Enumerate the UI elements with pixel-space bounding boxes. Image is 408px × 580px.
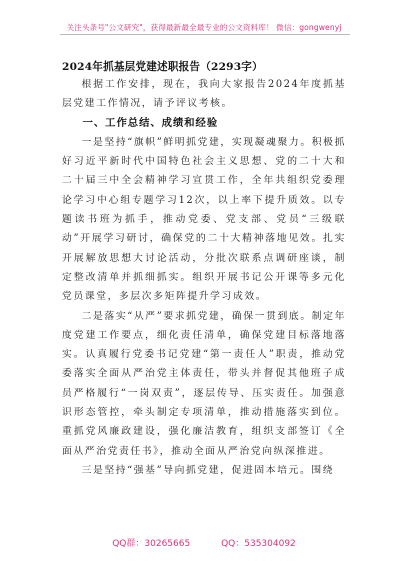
header-divider xyxy=(60,34,350,35)
section-heading: 一、工作总结、成绩和经验 xyxy=(82,116,219,129)
header-banner: 关注头条号"公文研究"，获得最新最全最专业的公文资料库！ 微信：gongwenyj xyxy=(66,23,342,32)
qq-text: QQ：535304092 xyxy=(221,539,296,549)
footer-contact xyxy=(0,536,408,549)
body-paragraph: 二是落实“从严”要求抓党建，确保一贯到底。制定年度党建工作要点，细化责任清单，确保党建目标落地落实。认真履行党委书记党建“第一责任人”职责，推动党委落实全面从严治党主体责任，带头并督促其他班子成员严格履行“一岗双责”，逐层传导、压实责任。加强意识形态管控，牵头制定专项清单，推动措施落实到位。重抓党风廉政建设，强化廉洁教育，组织支部签订《全面从严治党责任书》，推动全面从严治党向纵深推进。 xyxy=(62,310,346,457)
document-body xyxy=(62,75,346,480)
qq-group-text: QQ群：30265665 xyxy=(112,539,191,549)
body-paragraph: 一是坚持“旗帜”鲜明抓党建，实现凝魂聚力。积极抓好习近平新时代中国特色社会主义思想、党的二十大和二十届三中全会精神学习宣贯工作，全年共组织党委理论学习中心组专题学习12次，以上率下提升质效。以专题读书班为抓手，推动党委、党支部、党员“三级联动”开展学习研讨，确保党的二十大精神落地见效。扎实开展解放思想大讨论活动，分批次联系点调研座谈，制定整改清单并抓细抓实。组织开展书记公开课等多元化党员课堂，多层次多矩阵提升学习成效。 xyxy=(62,136,346,303)
document-title: 2024年抓基层党建述职报告（2293字） xyxy=(62,61,263,73)
body-paragraph: 三是坚持“强基”导向抓党建，促进固本培元。围绕 xyxy=(81,464,335,476)
intro-paragraph: 根据工作安排，现在，我向大家报告2024年度抓基层党建工作情况，请予评议考核。 xyxy=(62,79,346,110)
